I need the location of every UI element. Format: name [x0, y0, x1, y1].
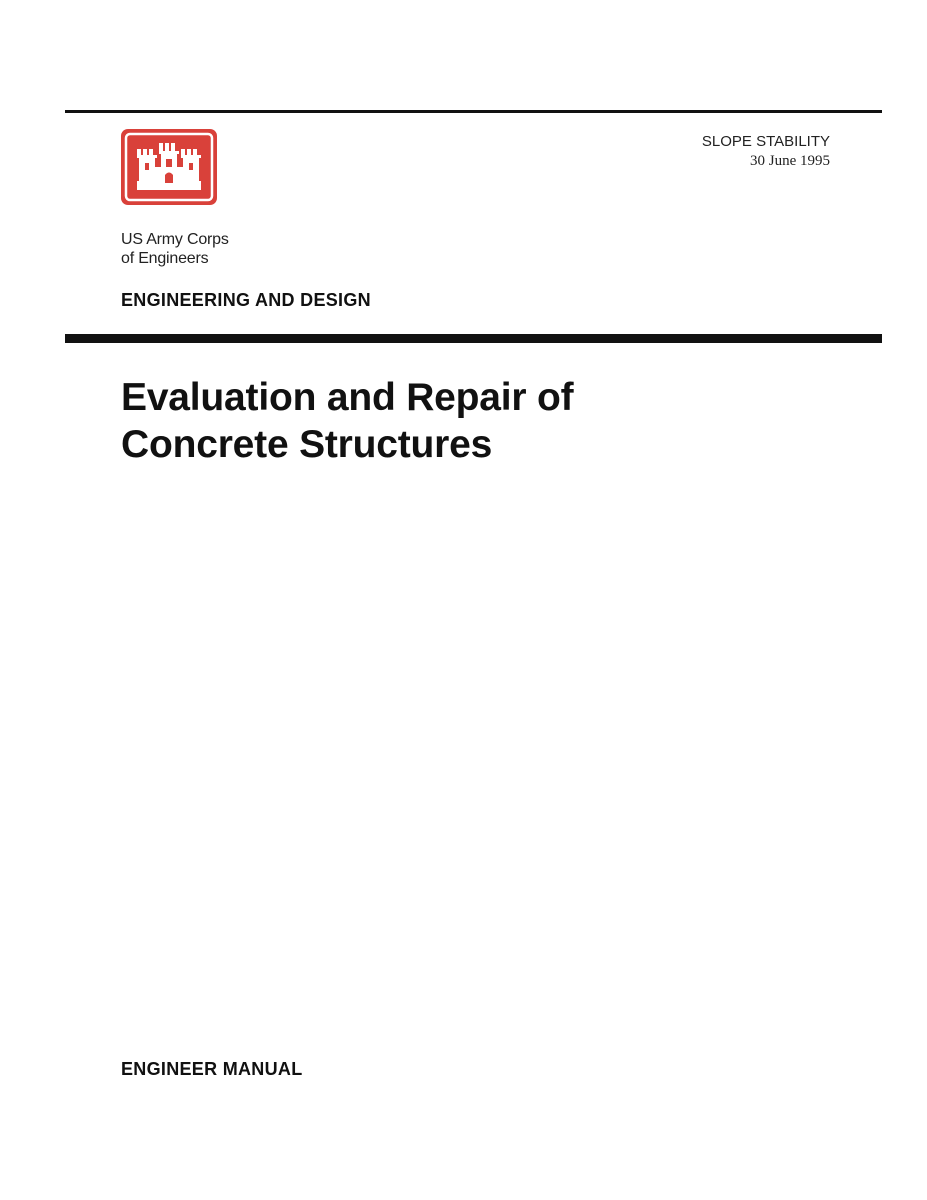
thick-rule	[65, 334, 882, 343]
agency-line-2: of Engineers	[121, 250, 209, 267]
publication-date: 30 June 1995	[750, 153, 830, 169]
castle-icon	[121, 129, 217, 205]
document-title	[121, 374, 821, 468]
agency-line-1: US Army Corps	[121, 231, 229, 248]
title-line-1: Evaluation and Repair of	[121, 376, 574, 419]
manual-type: ENGINEER MANUAL	[121, 1059, 303, 1079]
top-rule	[65, 110, 882, 113]
document-meta	[702, 132, 830, 171]
section-heading: ENGINEERING AND DESIGN	[121, 290, 371, 310]
title-line-2: Concrete Structures	[121, 423, 493, 466]
topic-label: SLOPE STABILITY	[701, 133, 830, 150]
agency-name	[121, 230, 229, 268]
